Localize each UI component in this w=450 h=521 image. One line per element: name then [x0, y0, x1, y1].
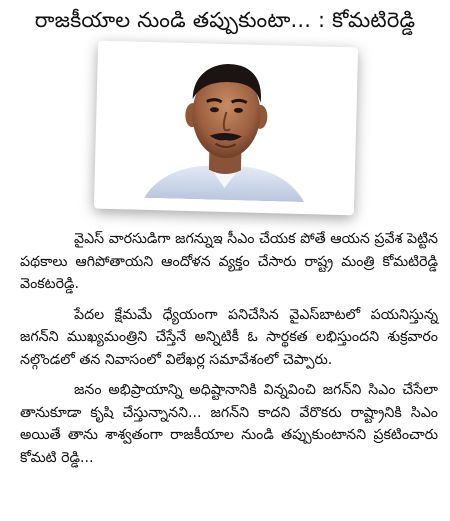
- article-paragraph-3: జనం అభిప్రాయాన్ని అధిష్టానానికి విన్నవించి జగన్‌ని సిఎం చేసేలా తానుకూడా కృషి చేస్తున్నానని... జగన్‌ని కాదని వేరొకరు రాష్ట్రానికి సిఎం అయితే తాను శాశ్వతంగా రాజకీయాల నుండి తప్పుకుంటానని ప్రకటించారు కోమటి రెడ్డి...: [20, 382, 438, 466]
- article-body: [20, 228, 438, 477]
- portrait-photo: [94, 41, 358, 216]
- article-paragraph-1: వైఎస్ వారసుడిగా జగన్నుఇ సీఎం చేయక పోతే ఆయన ప్రవేశ పెట్టిన పథకాలు ఆగిపోతాయని ఆందోళన వ్యక్తం చేసారు రాష్ట్ర మంత్రి కోమటిరెడ్డి వెంకటరెడ్డి.: [20, 231, 438, 292]
- article-paragraph-2: పేదల క్షేమమే ధ్యేయంగా పనిచేసిన వైఎస్‌బాటలో పయనిస్తున్న జగన్‌ని ముఖ్యమంత్రిని చేస్తేనే అన్నిటికీ ఓ సార్థకత లభిస్తుందని శుక్రవారం నల్గొండలో తన నివాసంలో విలేఖర్ల సమావేశంలో చెప్పారు.: [20, 306, 438, 368]
- portrait-illustration: [104, 51, 348, 203]
- portrait-image: [104, 51, 348, 203]
- headline: రాజకీయాల నుండి తప్పుకుంటా... : కోమటిరెడ్డి: [34, 8, 416, 32]
